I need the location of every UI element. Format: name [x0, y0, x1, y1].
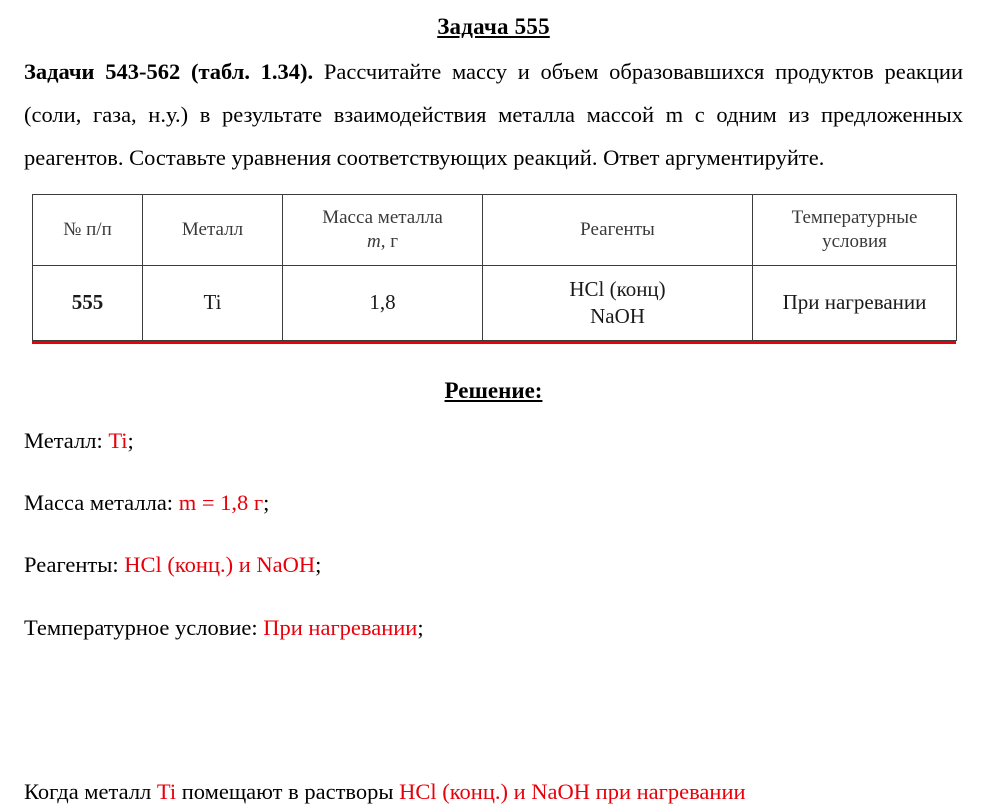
solution-reagents-label: Реагенты:	[24, 552, 125, 578]
solution-metal-value: Ti	[108, 427, 128, 453]
header-mass	[283, 194, 483, 265]
explanation-part1: Когда металл	[24, 778, 157, 804]
explanation-metal: Ti	[156, 778, 177, 804]
header-conditions-line1: Температурные	[791, 206, 918, 228]
table-header-row	[33, 194, 957, 265]
cell-reagents-line2: NaOH	[590, 303, 645, 328]
cell-mass: 1,8	[283, 265, 483, 340]
solution-conditions-end: ;	[417, 614, 424, 640]
solution-conditions-label: Температурное условие:	[24, 614, 264, 640]
solution-reagents-value: HCl (конц.) и NaOH	[124, 552, 316, 578]
solution-heading: Решение:	[444, 377, 543, 403]
solution-reagents-line	[24, 550, 963, 580]
solution-conditions-value: При нагревании	[263, 614, 418, 640]
table-row	[33, 265, 957, 340]
table-accent-underline	[32, 341, 956, 344]
page-title: Задача 555	[437, 14, 550, 39]
explanation-part2: помещают в растворы	[176, 778, 400, 804]
solution-metal-line	[24, 426, 963, 456]
cell-conditions: При нагревании	[753, 265, 957, 340]
cell-metal: Ti	[143, 265, 283, 340]
solution-mass-label: Масса металла:	[24, 489, 179, 515]
header-number: № п/п	[33, 194, 143, 265]
solution-reagents-end: ;	[315, 552, 322, 578]
solution-mass-end: ;	[263, 489, 270, 515]
header-conditions	[753, 194, 957, 265]
task-intro-paragraph	[24, 50, 963, 180]
cell-number: 555	[33, 265, 143, 340]
header-mass-symbol: m	[366, 230, 381, 252]
explanation-reagents: HCl (конц.) и NaOH	[399, 778, 591, 804]
task-intro-text: Рассчитайте массу и объем образовавшихся продуктов реакции (соли, газа, н.у.) в результате взаимодействия металла массой m с одним из предложенных реагентов. Составьте уравнения соответствующих реакций. Ответ аргументируйте.	[24, 59, 963, 171]
solution-mass-value: m = 1,8 г	[178, 489, 264, 515]
solution-mass-line	[24, 488, 963, 518]
task-intro-bold: Задачи 543-562 (табл. 1.34).	[24, 59, 314, 84]
solution-metal-end: ;	[127, 427, 134, 453]
cell-reagents-line1: HCl (конц)	[569, 277, 666, 302]
task-table	[32, 194, 957, 341]
header-mass-line1: Масса металла	[322, 206, 443, 228]
solution-conditions-line	[24, 613, 963, 643]
solution-metal-label: Металл:	[24, 427, 109, 453]
header-metal: Металл	[143, 194, 283, 265]
header-reagents: Реагенты	[483, 194, 753, 265]
explanation-part3: при нагревании	[590, 778, 746, 804]
solution-explanation-line	[24, 777, 964, 807]
header-mass-unit: , г	[380, 230, 399, 252]
header-conditions-line2: условия	[822, 230, 887, 252]
cell-reagents	[483, 265, 753, 340]
